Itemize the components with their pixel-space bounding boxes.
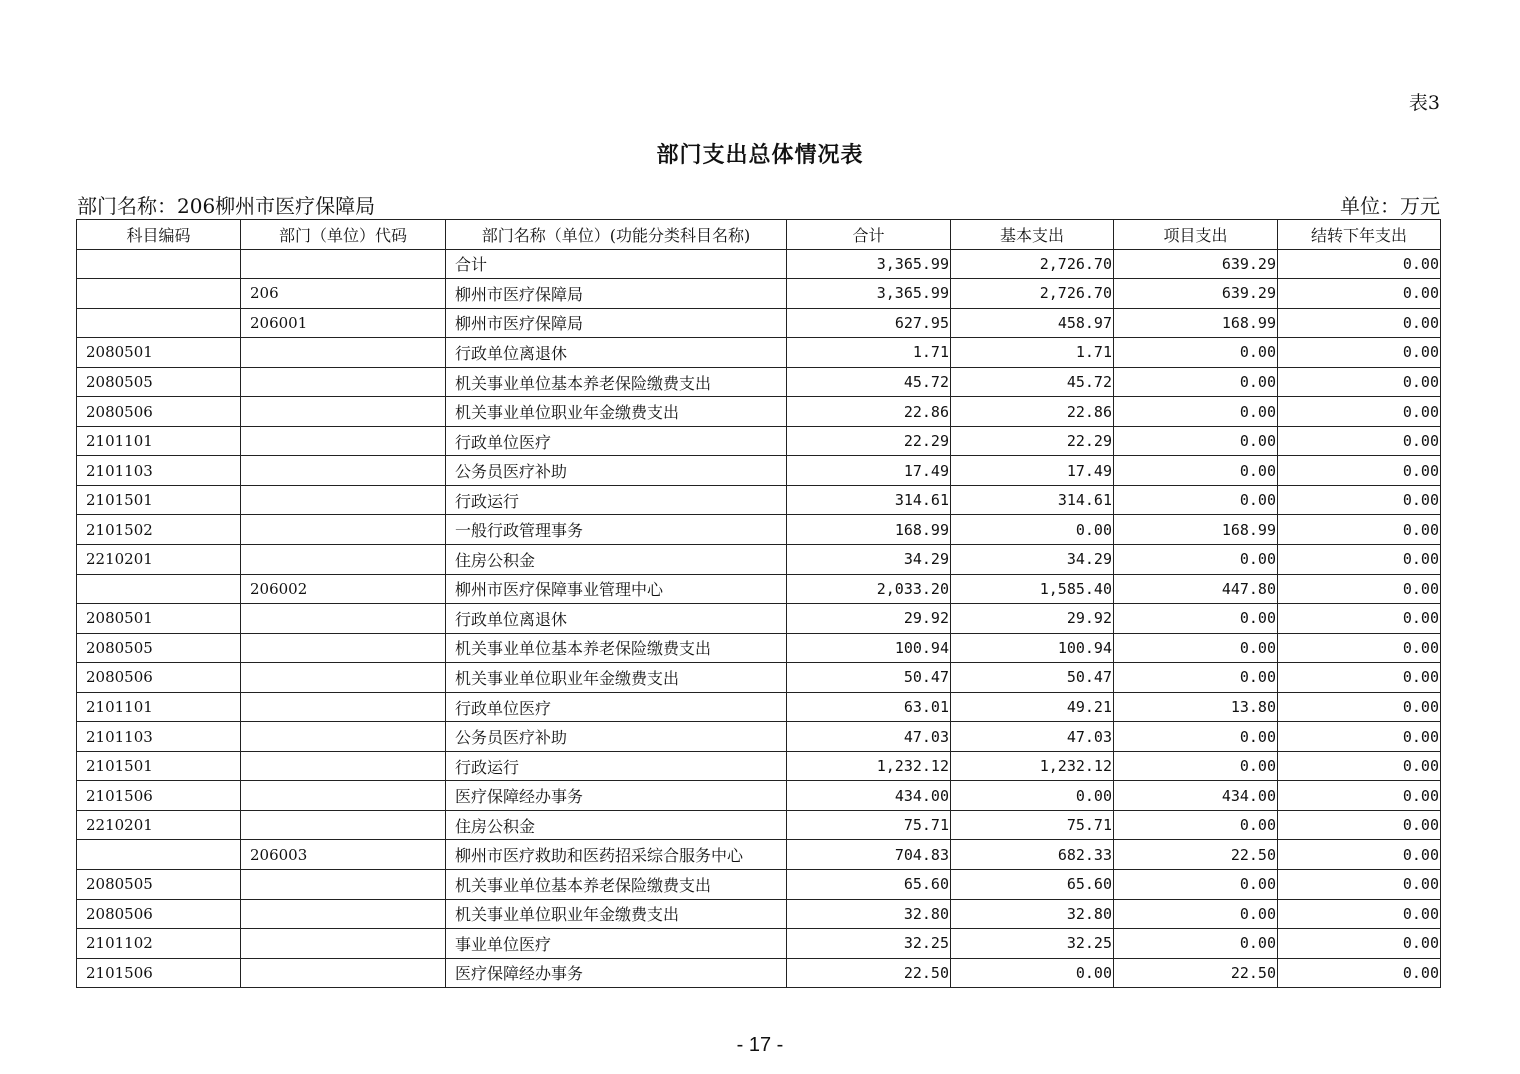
- cell-total: 65.60: [787, 870, 951, 900]
- cell-subject-code: 2080501: [77, 338, 241, 368]
- table-row: [77, 692, 1441, 722]
- cell-project: 0.00: [1114, 870, 1278, 900]
- table-row: [77, 899, 1441, 929]
- cell-basic: 100.94: [951, 633, 1114, 663]
- cell-dept-code: [241, 515, 446, 545]
- cell-dept-name: 行政运行: [446, 751, 787, 781]
- cell-basic: 75.71: [951, 810, 1114, 840]
- cell-dept-code: 206003: [241, 840, 446, 870]
- cell-subject-code: 2080505: [77, 870, 241, 900]
- cell-subject-code: [77, 840, 241, 870]
- cell-project: 0.00: [1114, 722, 1278, 752]
- header-basic: 基本支出: [951, 220, 1114, 250]
- cell-subject-code: 2080501: [77, 604, 241, 634]
- cell-subject-code: 2080506: [77, 899, 241, 929]
- table-row: [77, 367, 1441, 397]
- cell-carryover: 0.00: [1278, 722, 1441, 752]
- cell-basic: 0.00: [951, 958, 1114, 988]
- cell-subject-code: 2101501: [77, 485, 241, 515]
- cell-project: 0.00: [1114, 426, 1278, 456]
- table-row: [77, 279, 1441, 309]
- cell-dept-code: [241, 751, 446, 781]
- table-row: [77, 751, 1441, 781]
- cell-dept-name: 柳州市医疗救助和医药招采综合服务中心: [446, 840, 787, 870]
- cell-carryover: 0.00: [1278, 426, 1441, 456]
- cell-basic: 32.25: [951, 929, 1114, 959]
- cell-basic: 22.29: [951, 426, 1114, 456]
- cell-subject-code: [77, 249, 241, 279]
- cell-total: 434.00: [787, 781, 951, 811]
- table-row: [77, 633, 1441, 663]
- cell-dept-name: 住房公积金: [446, 545, 787, 575]
- cell-total: 100.94: [787, 633, 951, 663]
- cell-total: 32.80: [787, 899, 951, 929]
- table-row: [77, 810, 1441, 840]
- cell-project: 0.00: [1114, 899, 1278, 929]
- table-number: 表3: [1408, 92, 1440, 114]
- table-row: [77, 604, 1441, 634]
- cell-dept-code: [241, 397, 446, 427]
- cell-carryover: 0.00: [1278, 397, 1441, 427]
- cell-dept-name: 医疗保障经办事务: [446, 958, 787, 988]
- table-row: [77, 338, 1441, 368]
- cell-basic: 0.00: [951, 781, 1114, 811]
- cell-basic: 1,585.40: [951, 574, 1114, 604]
- cell-dept-name: 机关事业单位职业年金缴费支出: [446, 899, 787, 929]
- cell-subject-code: [77, 279, 241, 309]
- cell-total: 45.72: [787, 367, 951, 397]
- table-row: [77, 663, 1441, 693]
- cell-total: 704.83: [787, 840, 951, 870]
- cell-carryover: 0.00: [1278, 870, 1441, 900]
- cell-carryover: 0.00: [1278, 751, 1441, 781]
- cell-project: 0.00: [1114, 367, 1278, 397]
- cell-dept-name: 一般行政管理事务: [446, 515, 787, 545]
- cell-project: 22.50: [1114, 840, 1278, 870]
- cell-carryover: 0.00: [1278, 545, 1441, 575]
- cell-basic: 29.92: [951, 604, 1114, 634]
- cell-total: 3,365.99: [787, 249, 951, 279]
- cell-dept-code: [241, 781, 446, 811]
- cell-dept-code: [241, 692, 446, 722]
- cell-carryover: 0.00: [1278, 929, 1441, 959]
- cell-dept-name: 柳州市医疗保障事业管理中心: [446, 574, 787, 604]
- cell-total: 17.49: [787, 456, 951, 486]
- cell-project: 0.00: [1114, 485, 1278, 515]
- cell-total: 63.01: [787, 692, 951, 722]
- table-row: [77, 840, 1441, 870]
- cell-dept-code: [241, 633, 446, 663]
- cell-total: 47.03: [787, 722, 951, 752]
- cell-dept-code: 206002: [241, 574, 446, 604]
- cell-subject-code: 2101501: [77, 751, 241, 781]
- cell-basic: 45.72: [951, 367, 1114, 397]
- cell-dept-name: 机关事业单位职业年金缴费支出: [446, 397, 787, 427]
- cell-total: 34.29: [787, 545, 951, 575]
- cell-subject-code: 2101506: [77, 958, 241, 988]
- cell-carryover: 0.00: [1278, 899, 1441, 929]
- cell-basic: 314.61: [951, 485, 1114, 515]
- cell-total: 627.95: [787, 308, 951, 338]
- cell-total: 1.71: [787, 338, 951, 368]
- cell-project: 447.80: [1114, 574, 1278, 604]
- cell-project: 0.00: [1114, 397, 1278, 427]
- cell-project: 434.00: [1114, 781, 1278, 811]
- table-row: [77, 249, 1441, 279]
- cell-basic: 2,726.70: [951, 249, 1114, 279]
- page-number: - 17 -: [736, 1034, 784, 1056]
- cell-dept-name: 机关事业单位职业年金缴费支出: [446, 663, 787, 693]
- cell-dept-code: 206: [241, 279, 446, 309]
- cell-dept-name: 机关事业单位基本养老保险缴费支出: [446, 367, 787, 397]
- header-project: 项目支出: [1114, 220, 1278, 250]
- cell-subject-code: 2080506: [77, 663, 241, 693]
- cell-basic: 1,232.12: [951, 751, 1114, 781]
- header-carryover: 结转下年支出: [1278, 220, 1441, 250]
- header-total: 合计: [787, 220, 951, 250]
- cell-carryover: 0.00: [1278, 279, 1441, 309]
- table-row: [77, 958, 1441, 988]
- table-header-row: [77, 220, 1441, 250]
- cell-total: 75.71: [787, 810, 951, 840]
- cell-basic: 50.47: [951, 663, 1114, 693]
- cell-subject-code: 2080506: [77, 397, 241, 427]
- cell-dept-name: 行政单位离退休: [446, 604, 787, 634]
- cell-dept-code: [241, 545, 446, 575]
- cell-project: 639.29: [1114, 279, 1278, 309]
- cell-dept-code: [241, 426, 446, 456]
- cell-project: 168.99: [1114, 308, 1278, 338]
- cell-basic: 47.03: [951, 722, 1114, 752]
- dept-name-label: 部门名称：206柳州市医疗保障局: [77, 194, 376, 218]
- cell-project: 0.00: [1114, 545, 1278, 575]
- cell-total: 22.29: [787, 426, 951, 456]
- cell-subject-code: 2101103: [77, 722, 241, 752]
- cell-dept-name: 公务员医疗补助: [446, 456, 787, 486]
- cell-subject-code: [77, 574, 241, 604]
- expenditure-table: [76, 219, 1441, 988]
- table-row: [77, 308, 1441, 338]
- header-dept-name: 部门名称（单位）(功能分类科目名称): [446, 220, 787, 250]
- header-dept-code: 部门（单位）代码: [241, 220, 446, 250]
- cell-subject-code: 2101101: [77, 692, 241, 722]
- cell-basic: 682.33: [951, 840, 1114, 870]
- cell-total: 32.25: [787, 929, 951, 959]
- cell-carryover: 0.00: [1278, 515, 1441, 545]
- cell-carryover: 0.00: [1278, 367, 1441, 397]
- cell-dept-name: 事业单位医疗: [446, 929, 787, 959]
- table-row: [77, 929, 1441, 959]
- cell-dept-name: 住房公积金: [446, 810, 787, 840]
- cell-carryover: 0.00: [1278, 574, 1441, 604]
- cell-carryover: 0.00: [1278, 810, 1441, 840]
- cell-basic: 34.29: [951, 545, 1114, 575]
- cell-carryover: 0.00: [1278, 633, 1441, 663]
- cell-dept-name: 机关事业单位基本养老保险缴费支出: [446, 633, 787, 663]
- cell-dept-code: [241, 456, 446, 486]
- cell-carryover: 0.00: [1278, 485, 1441, 515]
- cell-basic: 32.80: [951, 899, 1114, 929]
- page-title: 部门支出总体情况表: [656, 142, 864, 168]
- cell-dept-name: 行政单位离退休: [446, 338, 787, 368]
- cell-carryover: 0.00: [1278, 604, 1441, 634]
- cell-project: 639.29: [1114, 249, 1278, 279]
- table-row: [77, 397, 1441, 427]
- cell-subject-code: [77, 308, 241, 338]
- cell-dept-name: 医疗保障经办事务: [446, 781, 787, 811]
- table-row: [77, 574, 1441, 604]
- cell-carryover: 0.00: [1278, 781, 1441, 811]
- cell-project: 0.00: [1114, 338, 1278, 368]
- table-row: [77, 781, 1441, 811]
- table-row: [77, 515, 1441, 545]
- cell-subject-code: 2210201: [77, 810, 241, 840]
- cell-total: 22.50: [787, 958, 951, 988]
- cell-dept-name: 柳州市医疗保障局: [446, 279, 787, 309]
- cell-project: 0.00: [1114, 929, 1278, 959]
- cell-basic: 1.71: [951, 338, 1114, 368]
- cell-dept-name: 机关事业单位基本养老保险缴费支出: [446, 870, 787, 900]
- cell-dept-name: 柳州市医疗保障局: [446, 308, 787, 338]
- cell-total: 22.86: [787, 397, 951, 427]
- cell-dept-name: 行政单位医疗: [446, 692, 787, 722]
- cell-basic: 65.60: [951, 870, 1114, 900]
- cell-dept-name: 行政运行: [446, 485, 787, 515]
- cell-subject-code: 2101101: [77, 426, 241, 456]
- cell-subject-code: 2080505: [77, 633, 241, 663]
- cell-basic: 458.97: [951, 308, 1114, 338]
- cell-subject-code: 2101502: [77, 515, 241, 545]
- table-row: [77, 456, 1441, 486]
- cell-project: 0.00: [1114, 633, 1278, 663]
- cell-dept-code: [241, 367, 446, 397]
- cell-total: 2,033.20: [787, 574, 951, 604]
- cell-dept-name: 行政单位医疗: [446, 426, 787, 456]
- cell-carryover: 0.00: [1278, 840, 1441, 870]
- cell-project: 0.00: [1114, 456, 1278, 486]
- cell-subject-code: 2101506: [77, 781, 241, 811]
- cell-carryover: 0.00: [1278, 692, 1441, 722]
- cell-total: 50.47: [787, 663, 951, 693]
- cell-dept-code: [241, 604, 446, 634]
- cell-dept-code: [241, 338, 446, 368]
- cell-carryover: 0.00: [1278, 249, 1441, 279]
- cell-carryover: 0.00: [1278, 308, 1441, 338]
- cell-dept-name: 公务员医疗补助: [446, 722, 787, 752]
- cell-subject-code: 2080505: [77, 367, 241, 397]
- cell-total: 314.61: [787, 485, 951, 515]
- dept-info-line: [77, 190, 1440, 218]
- cell-carryover: 0.00: [1278, 338, 1441, 368]
- cell-dept-code: [241, 485, 446, 515]
- cell-dept-code: [241, 249, 446, 279]
- cell-subject-code: 2101102: [77, 929, 241, 959]
- table-row: [77, 545, 1441, 575]
- cell-project: 0.00: [1114, 810, 1278, 840]
- cell-project: 168.99: [1114, 515, 1278, 545]
- cell-basic: 0.00: [951, 515, 1114, 545]
- cell-basic: 49.21: [951, 692, 1114, 722]
- unit-label: 单位：万元: [1340, 194, 1440, 218]
- cell-dept-code: [241, 722, 446, 752]
- cell-dept-code: [241, 870, 446, 900]
- header-subject-code: 科目编码: [77, 220, 241, 250]
- cell-dept-code: [241, 899, 446, 929]
- cell-dept-code: [241, 810, 446, 840]
- cell-dept-code: [241, 929, 446, 959]
- cell-carryover: 0.00: [1278, 456, 1441, 486]
- cell-subject-code: 2210201: [77, 545, 241, 575]
- cell-basic: 2,726.70: [951, 279, 1114, 309]
- cell-total: 3,365.99: [787, 279, 951, 309]
- cell-total: 1,232.12: [787, 751, 951, 781]
- cell-carryover: 0.00: [1278, 958, 1441, 988]
- cell-dept-code: 206001: [241, 308, 446, 338]
- table-row: [77, 722, 1441, 752]
- cell-project: 0.00: [1114, 604, 1278, 634]
- table-row: [77, 426, 1441, 456]
- cell-project: 22.50: [1114, 958, 1278, 988]
- cell-total: 29.92: [787, 604, 951, 634]
- table-row: [77, 870, 1441, 900]
- cell-total: 168.99: [787, 515, 951, 545]
- cell-dept-code: [241, 958, 446, 988]
- cell-basic: 22.86: [951, 397, 1114, 427]
- cell-subject-code: 2101103: [77, 456, 241, 486]
- cell-project: 13.80: [1114, 692, 1278, 722]
- table-row: [77, 485, 1441, 515]
- cell-project: 0.00: [1114, 751, 1278, 781]
- cell-project: 0.00: [1114, 663, 1278, 693]
- cell-carryover: 0.00: [1278, 663, 1441, 693]
- cell-dept-name: 合计: [446, 249, 787, 279]
- table-body: [77, 249, 1441, 988]
- cell-basic: 17.49: [951, 456, 1114, 486]
- cell-dept-code: [241, 663, 446, 693]
